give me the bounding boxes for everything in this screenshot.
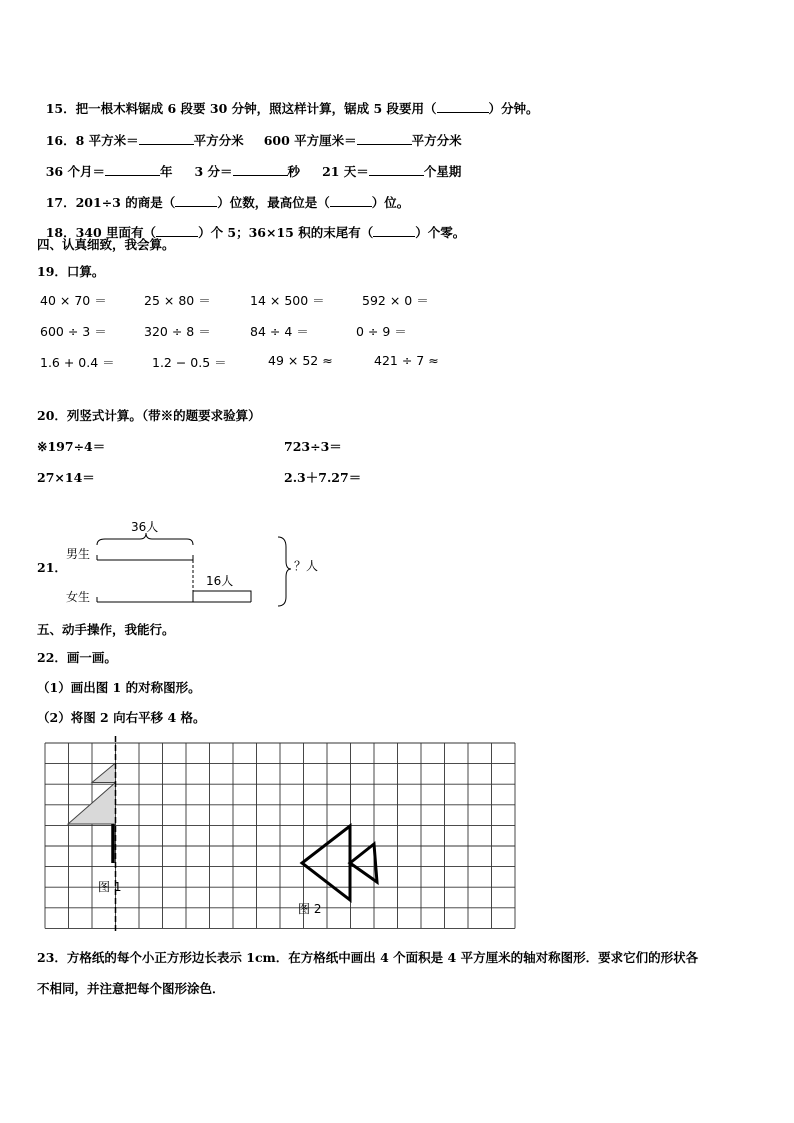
calc-item: 0 ÷ 9 ＝ (356, 324, 407, 339)
calc-item: 592 × 0 ＝ (362, 293, 429, 308)
calc-item: 40 × 70 ＝ (40, 293, 107, 308)
q16-text: 年 (159, 164, 173, 179)
q18-text: ）个 5；36×15 积的末尾有（ (198, 225, 374, 240)
section-4-heading: 四、认真细致，我会算。 (37, 237, 175, 252)
vertical-calc-item: 723÷3＝ (284, 439, 342, 454)
q18-text: ）个零。 (415, 225, 466, 240)
q17-text: ）位。 (371, 195, 410, 210)
answer-blank[interactable] (105, 162, 160, 176)
calc-item: 1.2 − 0.5 ＝ (152, 355, 227, 370)
q22-grid-figure (40, 736, 520, 934)
question-15 (37, 84, 539, 117)
q16-text: 3 分＝ (194, 164, 233, 179)
q17-text: ）位数，最高位是（ (217, 195, 330, 210)
difference-label: 16人 (206, 574, 234, 588)
question-total-label: ？人 (294, 559, 319, 573)
q15-text-a: 15．把一根木料锯成 6 段要 30 分钟，照这样计算，锯成 5 段要用（ (45, 101, 437, 116)
question-22-part-2: （2）将图 2 向右平移 4 格。 (37, 710, 206, 725)
answer-blank[interactable] (369, 162, 424, 176)
q18-text: 18．340 里面有（ (45, 225, 157, 240)
question-17 (37, 178, 409, 211)
answer-blank[interactable] (139, 131, 194, 145)
vertical-calc-item: 27×14＝ (37, 470, 95, 485)
answer-blank[interactable] (373, 223, 415, 237)
calc-item: 25 × 80 ＝ (144, 293, 211, 308)
calc-item: 84 ÷ 4 ＝ (250, 324, 309, 339)
girls-label: 女生 (66, 590, 91, 604)
figure-2-small-triangle (350, 844, 377, 882)
calc-item: 600 ÷ 3 ＝ (40, 324, 107, 339)
figure-1-small-triangle (92, 763, 116, 783)
vertical-calc-item: 2.3＋7.27＝ (284, 470, 362, 485)
vertical-calc-item: ※197÷4＝ (37, 439, 106, 454)
q16-text: 16．8 平方米＝ (45, 133, 139, 148)
answer-blank[interactable] (175, 193, 217, 207)
answer-blank[interactable] (330, 193, 372, 207)
q16-text: 平方分米 (193, 133, 244, 148)
figure-2-large-triangle (302, 826, 350, 900)
q16-text: 21 天＝ (322, 164, 369, 179)
section-5-heading: 五、动手操作，我能行。 (37, 622, 175, 637)
q16-text: 600 平方厘米＝ (263, 133, 357, 148)
answer-blank[interactable] (357, 131, 412, 145)
question-16-line-2 (37, 147, 461, 180)
boys-label: 男生 (66, 547, 91, 561)
difference-bracket (193, 591, 251, 602)
calc-item: 320 ÷ 8 ＝ (144, 324, 211, 339)
question-20-title: 20．列竖式计算。（带※的题要求验算） (37, 408, 261, 423)
question-23-line-2: 不相同，并注意把每个图形涂色． (37, 981, 225, 996)
q15-text-b: ）分钟。 (488, 101, 539, 116)
calc-item: 421 ÷ 7 ≈ (374, 353, 439, 368)
q16-text: 个星期 (423, 164, 462, 179)
question-21-number: 21． (37, 560, 67, 575)
boys-brace (97, 533, 193, 545)
q17-text: 17．201÷3 的商是（ (45, 195, 176, 210)
question-22-title: 22．画一画。 (37, 650, 117, 665)
q16-text: 秒 (287, 164, 301, 179)
question-19-title: 19．口算。 (37, 264, 105, 279)
answer-blank[interactable] (233, 162, 288, 176)
figure-1-label: 图 1 (98, 880, 122, 894)
calc-item: 14 × 500 ＝ (250, 293, 325, 308)
calc-item: 1.6 + 0.4 ＝ (40, 355, 115, 370)
answer-blank[interactable] (437, 99, 489, 113)
q21-line-diagram (60, 515, 340, 615)
q16-text: 平方分米 (411, 133, 462, 148)
question-16-line-1 (37, 116, 462, 149)
question-22-part-1: （1）画出图 1 的对称图形。 (37, 680, 201, 695)
boys-count-label: 36人 (131, 520, 159, 534)
total-brace (278, 537, 291, 606)
figure-2-label: 图 2 (298, 902, 322, 916)
calc-item: 49 × 52 ≈ (268, 353, 333, 368)
q16-text: 36 个月＝ (45, 164, 105, 179)
question-23-line-1: 23．方格纸的每个小正方形边长表示 1cm．在方格纸中画出 4 个面积是 4 平方厘米的轴对称图形．要求它们的形状各 (37, 950, 699, 965)
